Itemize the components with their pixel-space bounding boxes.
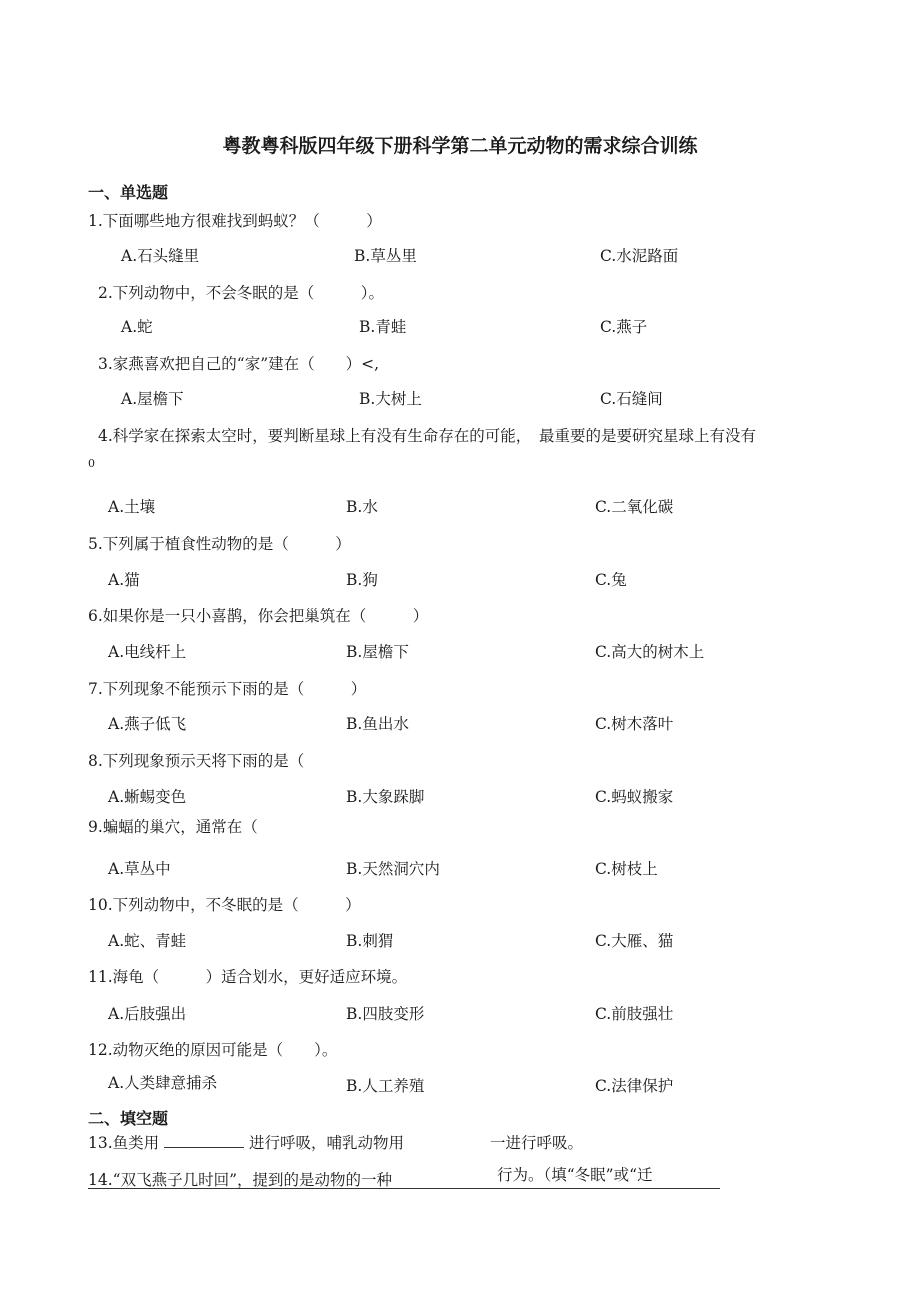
question-11: 11.海龟（ ）适合划水，更好适应环境。 xyxy=(88,968,408,986)
option-6b: B.屋檐下 xyxy=(346,643,409,661)
option-5a: A.猫 xyxy=(108,571,140,589)
option-9c: C.树枝上 xyxy=(595,860,658,878)
question-6: 6.如果你是一只小喜鹊，你会把巢筑在（ ） xyxy=(88,607,429,625)
option-1c: C.水泥路面 xyxy=(600,247,679,265)
option-3a: A.屋檐下 xyxy=(121,390,184,408)
option-12a: A.人类肆意捕杀 xyxy=(108,1074,218,1092)
question-14: 14.“双飞燕子几时回”，提到的是动物的一种 xyxy=(88,1171,392,1189)
question-5: 5.下列属于植食性动物的是（ ） xyxy=(88,535,351,553)
question-13 xyxy=(88,1131,404,1153)
option-10a: A.蛇、青蛙 xyxy=(108,932,187,950)
option-8b: B.大象跺脚 xyxy=(346,788,425,806)
option-11a: A.后肢强出 xyxy=(108,1005,187,1023)
option-9b: B.天然洞穴内 xyxy=(346,860,440,878)
option-6c: C.高大的树木上 xyxy=(595,643,705,661)
option-10c: C.大雁、猫 xyxy=(595,932,674,950)
question-3: 3.家燕喜欢把自己的“家”建在（ ）<, xyxy=(98,355,380,373)
option-9a: A.草丛中 xyxy=(108,860,171,878)
question-2: 2.下列动物中，不会冬眠的是（ ）。 xyxy=(98,284,385,302)
option-3b: B.大树上 xyxy=(359,390,422,408)
question-9: 9.蝙蝠的巢穴，通常在（ xyxy=(88,818,258,836)
option-5c: C.兔 xyxy=(595,571,627,589)
option-12b: B.人工养殖 xyxy=(346,1077,425,1095)
option-8a: A.蜥蜴变色 xyxy=(108,788,187,806)
question-7: 7.下列现象不能预示下雨的是（ ） xyxy=(88,680,367,698)
question-13-part-2: 进行呼吸，哺乳动物用 xyxy=(249,1134,405,1152)
option-10b: B.刺猬 xyxy=(346,932,394,950)
answer-blank-13a[interactable] xyxy=(164,1133,244,1148)
option-12c: C.法律保护 xyxy=(595,1077,674,1095)
question-8: 8.下列现象预示天将下雨的是（ xyxy=(88,752,305,770)
question-4-continuation: 0 xyxy=(88,457,95,470)
answer-line-14[interactable] xyxy=(88,1188,720,1189)
question-13-part-1: 13.鱼类用 xyxy=(88,1134,160,1152)
option-1a: A.石头缝里 xyxy=(121,247,200,265)
option-6a: A.电线杆上 xyxy=(108,643,187,661)
option-3c: C.石缝间 xyxy=(600,390,663,408)
option-2b: B.青蛙 xyxy=(359,318,407,336)
question-14-part-2: 行为。（填“冬眠”或“迁 xyxy=(497,1166,653,1184)
option-11c: C.前肢强壮 xyxy=(595,1005,674,1023)
question-1: 1.下面哪些地方很难找到蚂蚁？（ ） xyxy=(88,212,382,230)
question-4: 4.科学家在探索太空时，要判断星球上有没有生命存在的可能， 最重要的是要研究星球上有没有 xyxy=(98,427,757,445)
section-single-choice: 一、单选题 xyxy=(88,183,169,202)
page-title: 粤教粤科版四年级下册科学第二单元动物的需求综合训练 xyxy=(222,135,698,157)
option-4a: A.土壤 xyxy=(108,498,156,516)
question-12: 12.动物灭绝的原因可能是（ ）。 xyxy=(88,1041,338,1059)
question-13-part-3: 一进行呼吸。 xyxy=(490,1134,584,1152)
option-5b: B.狗 xyxy=(346,571,378,589)
option-7b: B.鱼出水 xyxy=(346,715,409,733)
option-4c: C.二氧化碳 xyxy=(595,498,674,516)
option-7a: A.燕子低飞 xyxy=(108,715,187,733)
option-1b: B.草丛里 xyxy=(354,247,417,265)
option-4b: B.水 xyxy=(346,498,378,516)
section-fill-blank: 二、填空题 xyxy=(88,1109,169,1128)
option-7c: C.树木落叶 xyxy=(595,715,674,733)
option-2c: C.燕子 xyxy=(600,318,648,336)
option-8c: C.蚂蚁搬家 xyxy=(595,788,674,806)
question-10: 10.下列动物中，不冬眠的是（ ） xyxy=(88,896,361,914)
option-11b: B.四肢变形 xyxy=(346,1005,425,1023)
option-2a: A.蛇 xyxy=(121,318,153,336)
